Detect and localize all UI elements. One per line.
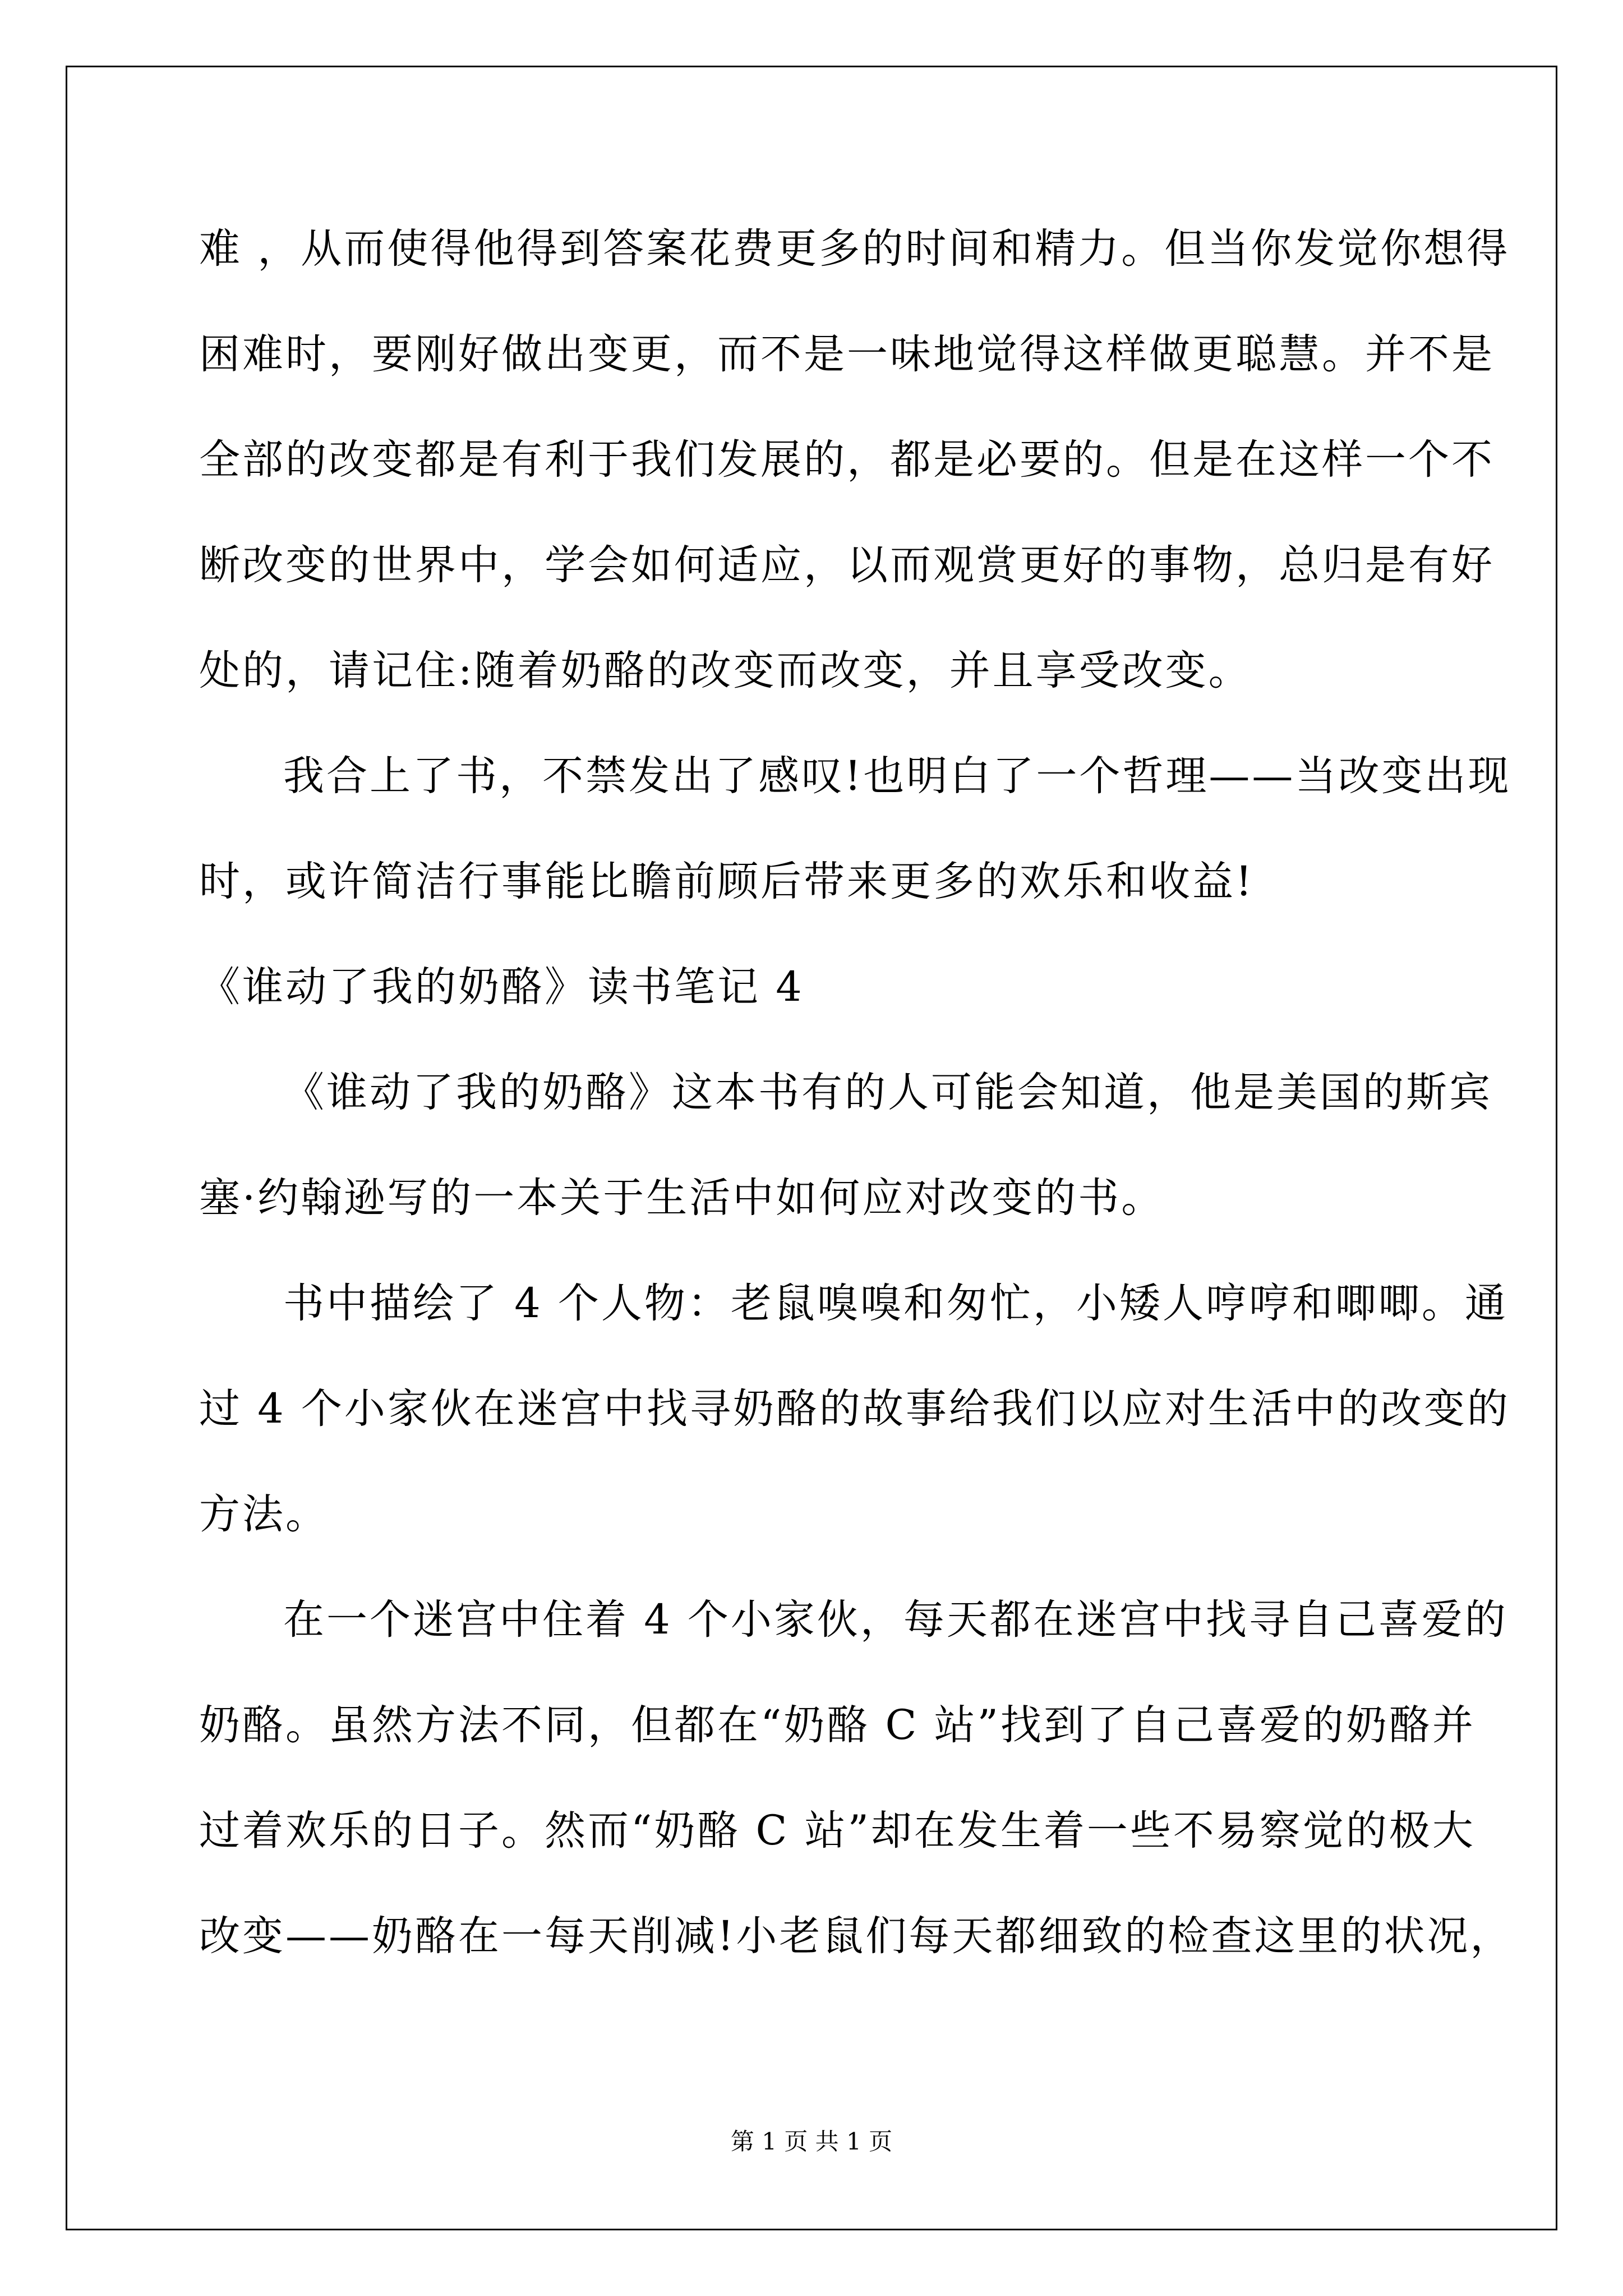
body-line: 奶酪。虽然方法不同，但都在“奶酪 C 站”找到了自己喜爱的奶酪并 — [199, 1701, 1476, 1749]
body-line: 断改变的世界中，学会如何适应，以而观赏更好的事物，总归是有好 — [199, 541, 1495, 589]
paragraph-start-line: 书中描绘了 4 个人物：老鼠嗅嗅和匆忙，小矮人哼哼和唧唧。通 — [283, 1280, 1508, 1327]
body-line: 难 ，从而使得他得到答案花费更多的时间和精力。但当你发觉你想得 — [199, 225, 1510, 273]
body-line: 全部的改变都是有利于我们发展的，都是必要的。但是在这样一个不 — [199, 436, 1495, 484]
body-line: 过着欢乐的日子。然而“奶酪 C 站”却在发生着一些不易察觉的极大 — [199, 1807, 1476, 1855]
body-line: 困难时，要刚好做出变更，而不是一味地觉得这样做更聪慧。并不是 — [199, 330, 1495, 378]
section-heading: 《谁动了我的奶酪》读书笔记 4 — [199, 963, 804, 1011]
body-line: 塞·约翰逊写的一本关于生活中如何应对改变的书。 — [199, 1174, 1165, 1222]
page-number-footer: 第 1 页 共 1 页 — [730, 2128, 893, 2155]
body-line: 方法。 — [199, 1490, 329, 1538]
body-line: 改变——奶酪在一每天削减!小老鼠们每天都细致的检查这里的状况， — [199, 1912, 1514, 1960]
body-line: 处的，请记住:随着奶酪的改变而改变，并且享受改变。 — [199, 647, 1252, 694]
body-line: 过 4 个小家伙在迷宫中找寻奶酪的故事给我们以应对生活中的改变的 — [199, 1385, 1510, 1433]
paragraph-start-line: 我合上了书，不禁发出了感叹!也明白了一个哲理——当改变出现 — [283, 752, 1511, 800]
body-line: 时，或许简洁行事能比瞻前顾后带来更多的欢乐和收益! — [199, 858, 1255, 905]
document-body — [199, 213, 1514, 2006]
paragraph-start-line: 《谁动了我的奶酪》这本书有的人可能会知道，他是美国的斯宾 — [283, 1069, 1492, 1116]
paragraph-start-line: 在一个迷宫中住着 4 个小家伙，每天都在迷宫中找寻自己喜爱的 — [283, 1596, 1508, 1644]
